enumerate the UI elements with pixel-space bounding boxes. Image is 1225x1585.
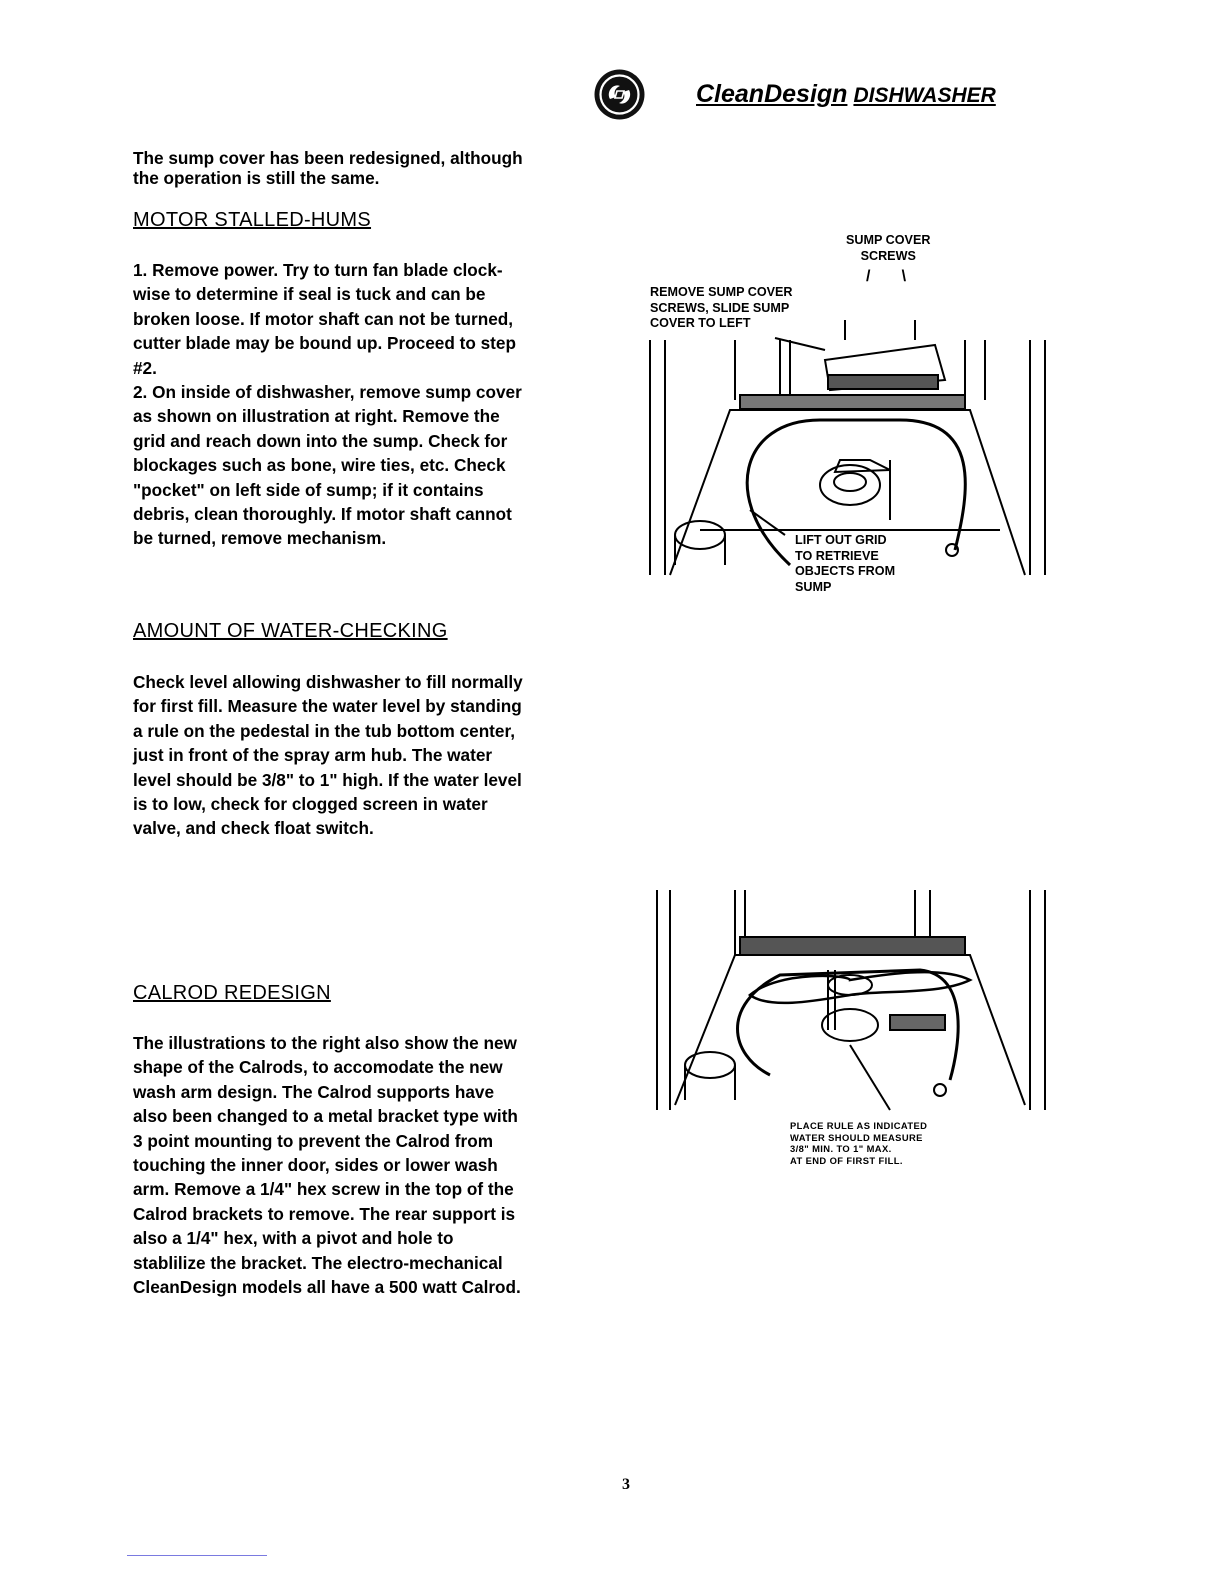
water-checking-text: Check level allowing dishwasher to fill normally for first fill. Measure the water level by standing a rule on the pedestal in the tub bottom center, just in front of the spray arm hub. The water level should be 3/8" to 1" high. If the water level is to low, check for clogged screen in water valve, and check float switch. bbox=[133, 672, 523, 839]
remove-sump-cover-label: REMOVE SUMP COVER SCREWS, SLIDE SUMP COVER TO LEFT bbox=[650, 285, 793, 330]
screw-arrows: / \ bbox=[866, 268, 907, 285]
motor-stalled-text: 1. Remove power. Try to turn fan blade clock- wise to determine if seal is tuck and can be broken loose. If motor shaft can not be turned, cutter blade may be bound up. Proceed to step #2. 2. On inside of dishwasher, remove sump cover as shown on illustration at right. Remove the grid and reach down into the sump. Check for blockages such as bone, wire ties, etc. Check "pocket" on left side of sump; if it contains debris, clean thoroughly. If motor shaft cannot be turned, remove mechanism. bbox=[133, 260, 522, 549]
calrod-redesign-heading: CALROD REDESIGN bbox=[133, 982, 331, 1004]
sump-cover-screws-label: SUMP COVER SCREWS bbox=[846, 233, 931, 263]
motor-stalled-heading: MOTOR STALLED-HUMS bbox=[133, 209, 372, 231]
calrod-redesign-text: The illustrations to the right also show the new shape of the Calrods, to accomodate the new wash arm design. The Calrod supports have also been changed to a metal bracket type with 3 point mounting to prevent the Calrod from touching the inner door, sides or lower wash arm. Remove a 1/4" hex screw in the top of the Calrod brackets to remove. The rear support is also a 1/4" hex, with a pivot and hole to stablilize the bracket. The electro-mechanical CleanDesign models all have a 500 watt Calrod. bbox=[133, 1033, 521, 1298]
intro-paragraph: The sump cover has been redesigned, although the operation is still the same. bbox=[133, 148, 523, 188]
ge-logo bbox=[593, 68, 646, 121]
water-level-illustration bbox=[650, 885, 1050, 1115]
ge-monogram-icon bbox=[593, 68, 646, 121]
water-checking-heading: AMOUNT OF WATER-CHECKING bbox=[133, 620, 448, 642]
page-number: 3 bbox=[622, 1476, 630, 1493]
place-rule-label: PLACE RULE AS INDICATED WATER SHOULD MEASURE 3/8" MIN. TO 1" MAX. AT END OF FIRST FILL. bbox=[790, 1120, 928, 1166]
document-title bbox=[696, 80, 996, 109]
lift-out-grid-label: LIFT OUT GRID TO RETRIEVE OBJECTS FROM SUMP bbox=[795, 533, 896, 594]
brand-title: CleanDesign bbox=[696, 80, 848, 108]
product-name: DISHWASHER bbox=[853, 84, 996, 107]
footer-rule bbox=[127, 1555, 267, 1556]
